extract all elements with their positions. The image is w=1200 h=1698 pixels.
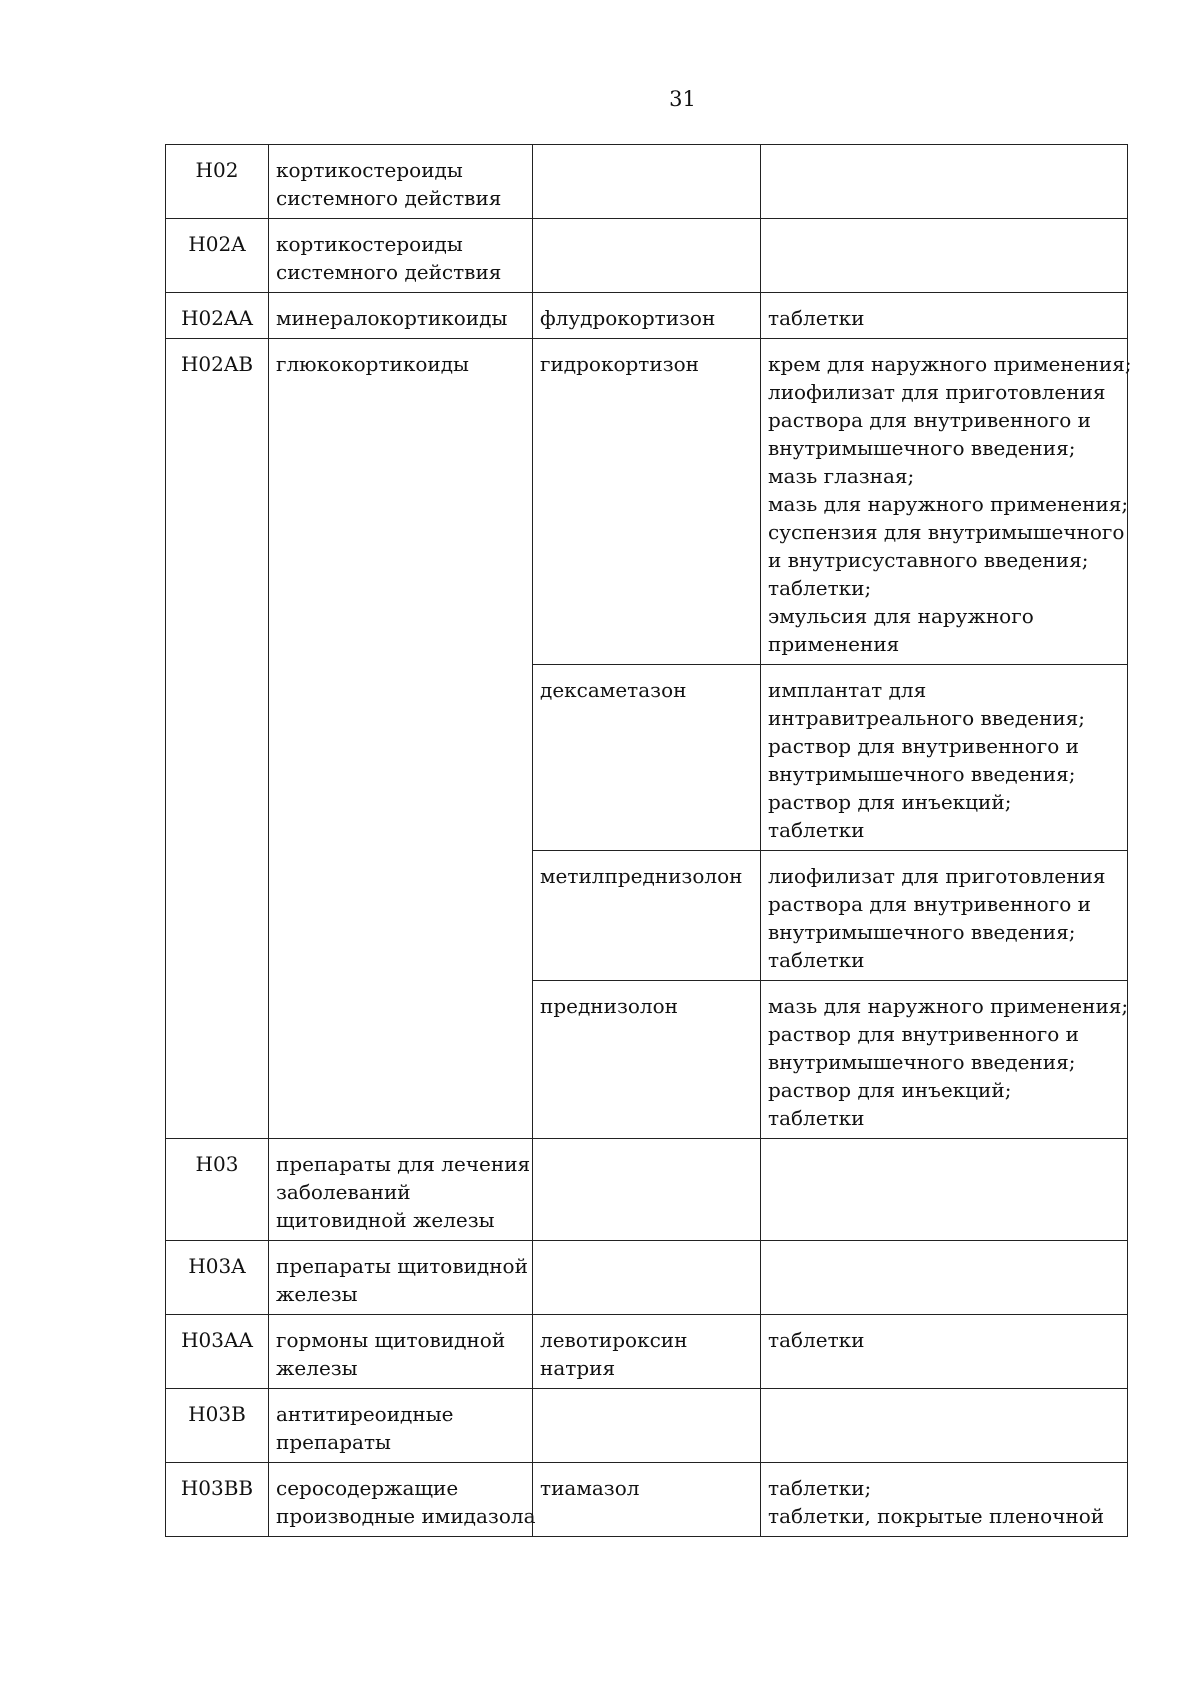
drug-name-cell — [533, 145, 761, 219]
group-name-cell-line: системного действия — [276, 260, 502, 284]
table-row — [166, 1463, 1128, 1537]
group-name-cell-line: кортикостероиды — [276, 232, 463, 256]
dosage-form-cell — [761, 1315, 1128, 1389]
atc-code-cell-line: H03A — [188, 1254, 246, 1278]
atc-code-cell-line: H02 — [195, 158, 239, 182]
group-name-cell-line: минералокортикоиды — [276, 306, 508, 330]
drug-name-cell — [533, 339, 761, 665]
dosage-form-cell-line: имплантат для — [768, 678, 927, 702]
dosage-form-cell — [761, 339, 1132, 665]
dosage-form-cell — [761, 1139, 1128, 1241]
dosage-form-cell — [761, 145, 1128, 219]
group-name-cell-line: системного действия — [276, 186, 502, 210]
group-name-cell-line: щитовидной железы — [276, 1208, 495, 1232]
dosage-form-cell-line: раствора для внутривенного и — [768, 408, 1091, 432]
dosage-form-cell — [761, 665, 1128, 851]
drug-name-cell — [533, 1241, 761, 1315]
atc-code-cell-line: H02A — [188, 232, 246, 256]
dosage-form-cell-line: таблетки; — [768, 576, 872, 600]
dosage-form-cell-line: мазь глазная; — [768, 464, 915, 488]
dosage-form-cell-line: таблетки, покрытые пленочной — [768, 1504, 1105, 1528]
group-name-cell — [269, 1241, 533, 1315]
dosage-form-cell — [761, 1241, 1128, 1315]
dosage-form-cell-line: таблетки — [768, 1328, 865, 1352]
dosage-form-cell-line: применения — [768, 632, 900, 656]
dosage-form-cell-line: эмульсия для наружного — [768, 604, 1034, 628]
group-name-cell-line: антитиреоидные — [276, 1402, 454, 1426]
drug-name-cell — [533, 981, 761, 1139]
drug-name-cell — [533, 219, 761, 293]
dosage-form-cell-line: мазь для наружного применения; — [768, 994, 1129, 1018]
drug-name-cell — [533, 851, 761, 981]
atc-code-cell — [166, 1463, 269, 1537]
dosage-form-cell-line: интравитреального введения; — [768, 706, 1086, 730]
dosage-form-cell-line: лиофилизат для приготовления — [768, 380, 1106, 404]
group-name-cell — [269, 1463, 536, 1537]
dosage-form-cell-line: раствор для внутривенного и — [768, 734, 1080, 758]
atc-code-cell — [166, 219, 269, 293]
atc-code-cell — [166, 339, 269, 1139]
drug-name-cell — [533, 1463, 761, 1537]
dosage-form-cell-line: раствора для внутривенного и — [768, 892, 1091, 916]
atc-code-cell — [166, 1315, 269, 1389]
atc-code-cell — [166, 1241, 269, 1315]
dosage-form-cell-line: крем для наружного применения; — [768, 352, 1132, 376]
atc-code-cell — [166, 293, 269, 339]
dosage-form-cell — [761, 851, 1128, 981]
table-row — [166, 1241, 1128, 1315]
table-row — [166, 219, 1128, 293]
atc-code-cell-line: H02AA — [181, 306, 253, 330]
atc-code-cell-line: H02AB — [180, 352, 254, 376]
group-name-cell — [269, 219, 533, 293]
table-row — [166, 145, 1128, 219]
drug-name-cell — [533, 1139, 761, 1241]
group-name-cell-line: железы — [276, 1282, 358, 1306]
dosage-form-cell-line: раствор для инъекций; — [768, 1078, 1012, 1102]
dosage-form-cell-line: лиофилизат для приготовления — [768, 864, 1106, 888]
dosage-form-cell-line: таблетки; — [768, 1476, 872, 1500]
drug-name-cell — [533, 293, 761, 339]
dosage-form-cell-line: внутримышечного введения; — [768, 436, 1076, 460]
group-name-cell — [269, 339, 533, 1139]
drug-name-cell-line: натрия — [540, 1356, 616, 1380]
group-name-cell-line: препараты — [276, 1430, 391, 1454]
group-name-cell — [269, 1139, 533, 1241]
atc-code-cell-line: H03B — [188, 1402, 246, 1426]
dosage-form-cell-line: таблетки — [768, 818, 865, 842]
group-name-cell-line: гормоны щитовидной — [276, 1328, 506, 1352]
atc-code-cell-line: H03 — [195, 1152, 239, 1176]
dosage-form-cell-line: таблетки — [768, 306, 865, 330]
table-row — [166, 1139, 1128, 1241]
drug-list-table — [165, 144, 1132, 1537]
table-row — [166, 1315, 1128, 1389]
dosage-form-cell — [761, 1389, 1128, 1463]
atc-code-cell — [166, 1389, 269, 1463]
drug-name-cell-line: преднизолон — [540, 994, 678, 1018]
group-name-cell — [269, 1389, 533, 1463]
drug-name-cell — [533, 1315, 761, 1389]
dosage-form-cell-line: таблетки — [768, 1106, 865, 1130]
dosage-form-cell-line: внутримышечного введения; — [768, 762, 1076, 786]
dosage-form-cell-line: и внутрисуставного введения; — [768, 548, 1089, 572]
page-number: 31 — [669, 87, 696, 111]
atc-code-cell-line: H03AA — [181, 1328, 253, 1352]
dosage-form-cell-line: суспензия для внутримышечного — [768, 520, 1125, 544]
dosage-form-cell-line: мазь для наружного применения; — [768, 492, 1129, 516]
drug-name-cell-line: тиамазол — [540, 1476, 640, 1500]
group-name-cell-line: производные имидазола — [276, 1504, 536, 1528]
drug-name-cell-line: гидрокортизон — [540, 352, 699, 376]
dosage-form-cell — [761, 981, 1128, 1139]
dosage-form-cell-line: раствор для инъекций; — [768, 790, 1012, 814]
group-name-cell — [269, 1315, 533, 1389]
dosage-form-cell-line: внутримышечного введения; — [768, 1050, 1076, 1074]
table-row — [166, 339, 1128, 665]
group-name-cell-line: железы — [276, 1356, 358, 1380]
group-name-cell — [269, 145, 533, 219]
dosage-form-cell — [761, 1463, 1128, 1537]
group-name-cell-line: глюкокортикоиды — [276, 352, 469, 376]
table-row — [166, 1389, 1128, 1463]
atc-code-cell — [166, 145, 269, 219]
group-name-cell-line: заболеваний — [276, 1180, 411, 1204]
table-row — [166, 293, 1128, 339]
dosage-form-cell — [761, 293, 1128, 339]
drug-name-cell-line: левотироксин — [540, 1328, 688, 1352]
group-name-cell-line: серосодержащие — [276, 1476, 459, 1500]
dosage-form-cell-line: таблетки — [768, 948, 865, 972]
group-name-cell — [269, 293, 533, 339]
atc-code-cell-line: H03BB — [180, 1476, 254, 1500]
group-name-cell-line: препараты для лечения — [276, 1152, 531, 1176]
dosage-form-cell-line: внутримышечного введения; — [768, 920, 1076, 944]
drug-name-cell — [533, 665, 761, 851]
drug-name-cell — [533, 1389, 761, 1463]
dosage-form-cell-line: раствор для внутривенного и — [768, 1022, 1080, 1046]
group-name-cell-line: препараты щитовидной — [276, 1254, 528, 1278]
atc-code-cell — [166, 1139, 269, 1241]
dosage-form-cell — [761, 219, 1128, 293]
drug-name-cell-line: флудрокортизон — [540, 306, 716, 330]
drug-name-cell-line: метилпреднизолон — [540, 864, 743, 888]
group-name-cell-line: кортикостероиды — [276, 158, 463, 182]
drug-name-cell-line: дексаметазон — [540, 678, 687, 702]
